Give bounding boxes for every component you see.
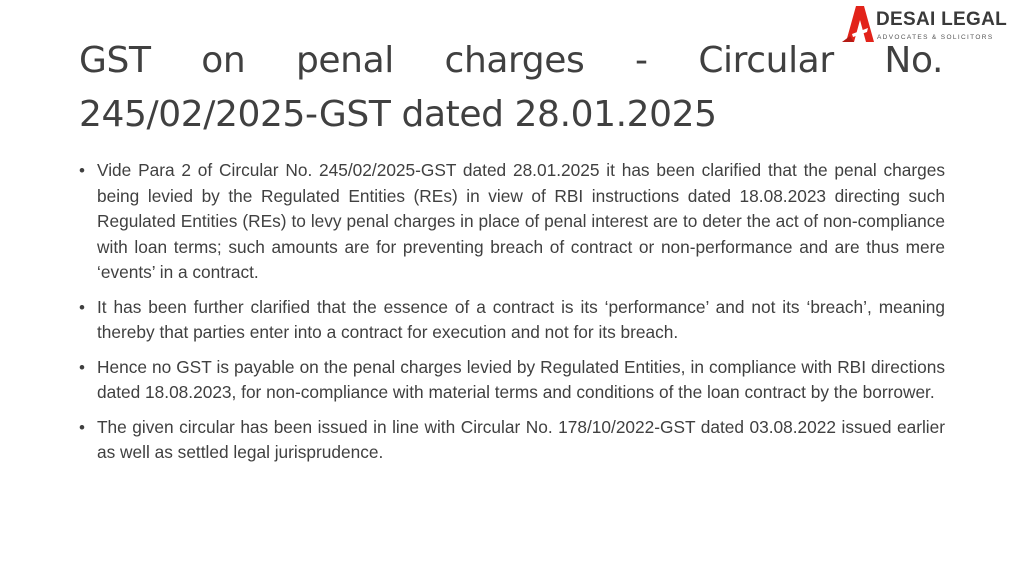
title-word: No. [884, 40, 943, 81]
bullet-text: It has been further clarified that the essence of a contract is its ‘performance’ and not its ‘breach’, meaning thereby that parties enter into a contract for execution and not for its breach. [97, 296, 945, 342]
bullet-item [79, 415, 945, 466]
title-word: charges [444, 40, 585, 81]
bullet-text: Vide Para 2 of Circular No. 245/02/2025-GST dated 28.01.2025 it has been clarified that the penal charges being levied by the Regulated Entities (REs) in view of RBI instructions dated 18.08.2023 directing such Regulated Entities (REs) to levy penal charges in place of penal interest are to deter the act of non-compliance with loan terms; such amounts are for preventing breach of contract or non-performance and are thus mere ‘events’ in a contract. [97, 160, 945, 282]
logo-tagline: ADVOCATES & SOLICITORS [877, 34, 994, 41]
bullet-list [79, 158, 945, 475]
bullet-icon: • [79, 357, 85, 377]
bullet-icon: • [79, 297, 85, 317]
bullet-text: Hence no GST is payable on the penal charges levied by Regulated Entities, in compliance with RBI directions dated 18.08.2023, for non-compliance with material terms and conditions of the loan contract by the borrower. [97, 356, 945, 402]
slide-title [79, 34, 943, 142]
title-word: on [201, 40, 246, 81]
bullet-item [79, 355, 945, 406]
title-word: Circular [698, 40, 834, 81]
title-word: - [635, 40, 648, 81]
title-word: penal [295, 40, 394, 81]
logo-name: DESAI LEGAL [876, 9, 1008, 30]
title-line-1 [79, 34, 943, 88]
title-word: GST [79, 40, 151, 81]
bullet-icon: • [79, 417, 85, 437]
bullet-item [79, 295, 945, 346]
title-line-2: 245/02/2025-GST dated 28.01.2025 [79, 94, 717, 135]
bullet-text: The given circular has been issued in line with Circular No. 178/10/2022-GST dated 03.08.2022 issued earlier as well as settled legal jurisprudence. [97, 416, 945, 462]
bullet-icon: • [79, 161, 85, 180]
bullet-item [79, 158, 945, 286]
